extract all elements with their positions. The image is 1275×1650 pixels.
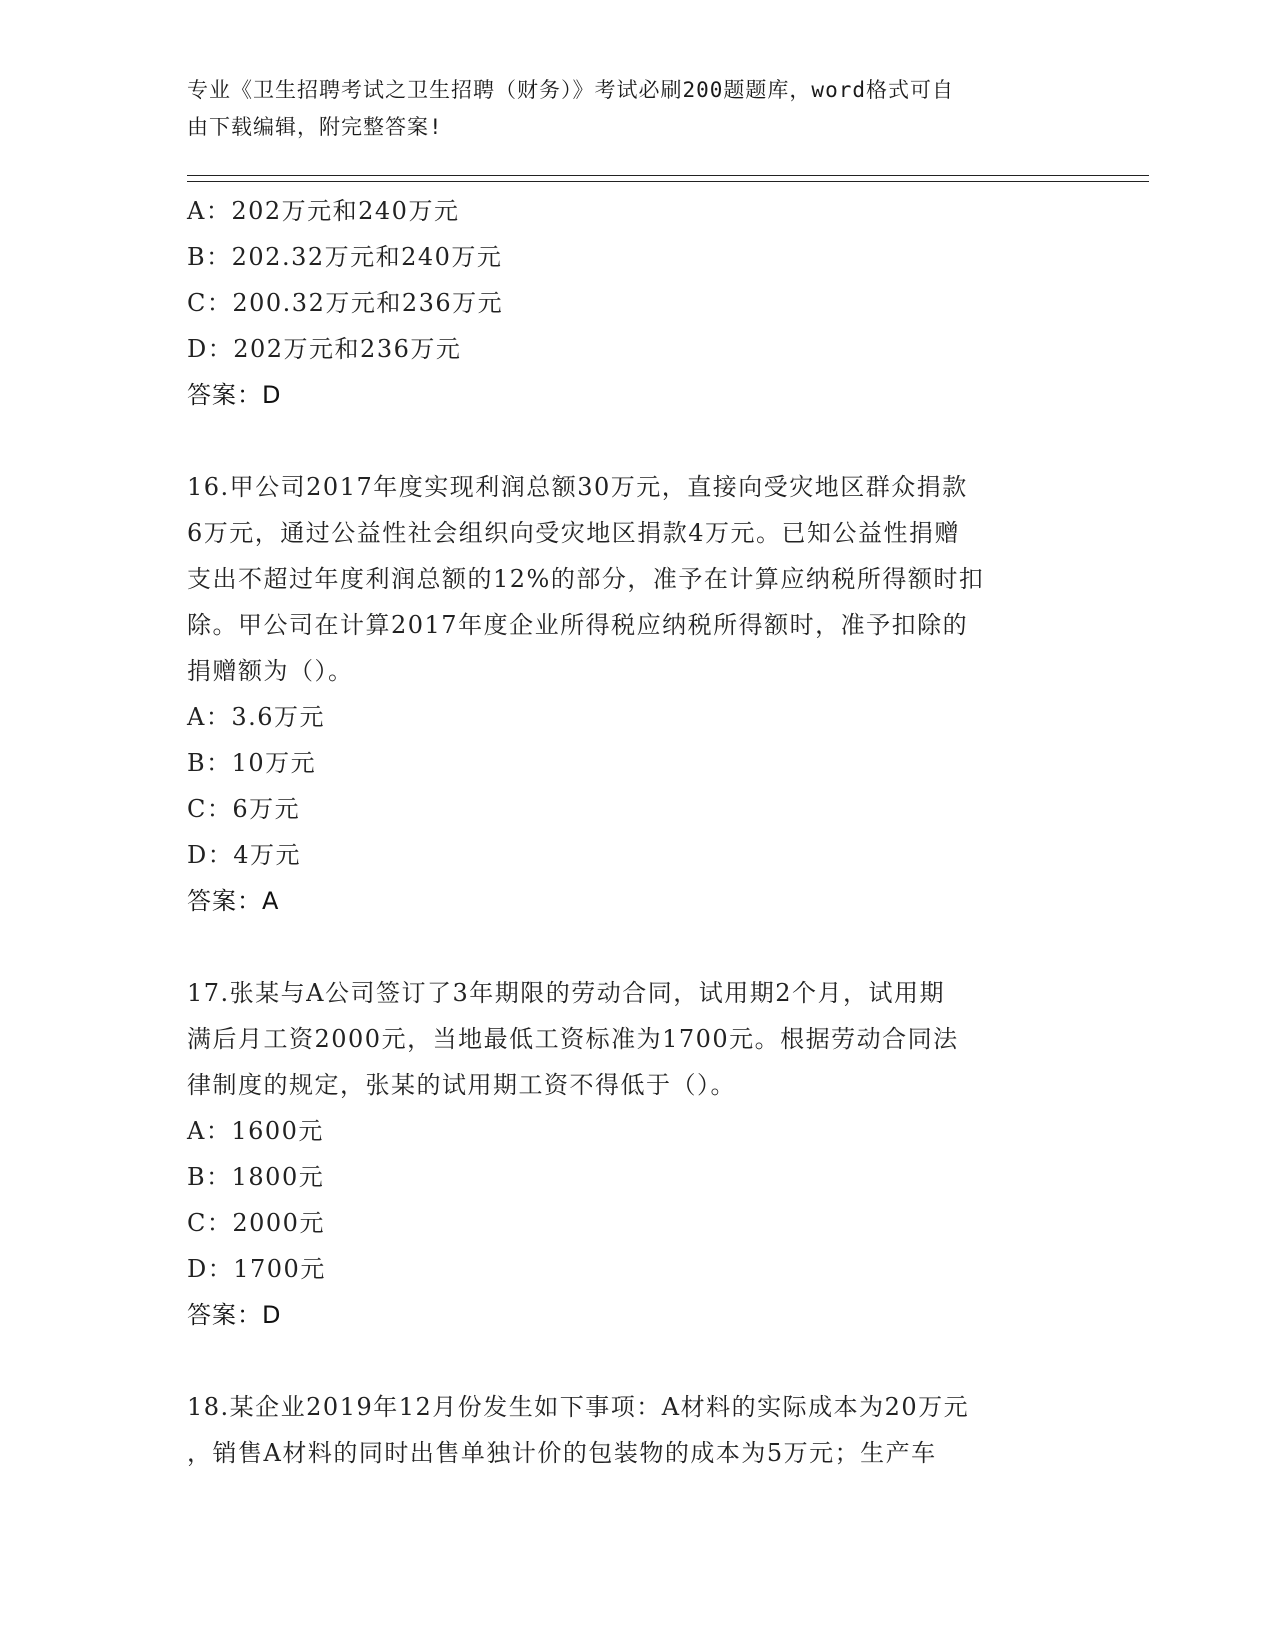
option-c: C：200.32万元和236万元 xyxy=(187,289,504,317)
answer-line: 答案：D xyxy=(187,381,282,409)
option-b: B：202.32万元和240万元 xyxy=(187,243,503,271)
question-stem-line: 16.甲公司2017年度实现利润总额30万元，直接向受灾地区群众捐款 xyxy=(187,473,968,501)
question-stem-line: 6万元，通过公益性社会组织向受灾地区捐款4万元。已知公益性捐赠 xyxy=(187,519,961,547)
question-17-block xyxy=(187,970,1087,1338)
spacer xyxy=(187,924,1087,970)
document-header xyxy=(187,72,1067,146)
header-line-2: 由下载编辑，附完整答案! xyxy=(187,115,443,139)
option-c: C：2000元 xyxy=(187,1209,325,1237)
answer-line: 答案：D xyxy=(187,1301,282,1329)
option-a: A：202万元和240万元 xyxy=(187,197,460,225)
question-stem-line: 捐赠额为（）。 xyxy=(187,657,354,685)
question-stem-line: 律制度的规定，张某的试用期工资不得低于（）。 xyxy=(187,1071,736,1099)
option-a: A：3.6万元 xyxy=(187,703,325,731)
header-line-1: 专业《卫生招聘考试之卫生招聘（财务）》考试必刷200题题库，word格式可自 xyxy=(187,78,954,102)
question-16-block xyxy=(187,464,1087,924)
previous-question-block xyxy=(187,188,1087,418)
spacer xyxy=(187,418,1087,464)
header-divider-top xyxy=(187,175,1149,176)
spacer xyxy=(187,1338,1087,1384)
question-stem-line: 满后月工资2000元，当地最低工资标准为1700元。根据劳动合同法 xyxy=(187,1025,959,1053)
header-divider-bottom xyxy=(187,181,1149,182)
question-stem-line: 除。甲公司在计算2017年度企业所得税应纳税所得额时，准予扣除的 xyxy=(187,611,969,639)
question-stem-line: 18.某企业2019年12月份发生如下事项：A材料的实际成本为20万元 xyxy=(187,1393,970,1421)
answer-line: 答案：A xyxy=(187,887,280,915)
question-stem-line: 支出不超过年度利润总额的12%的部分，准予在计算应纳税所得额时扣 xyxy=(187,565,985,593)
option-d: D：1700元 xyxy=(187,1255,326,1283)
option-d: D：4万元 xyxy=(187,841,302,869)
option-c: C：6万元 xyxy=(187,795,301,823)
option-d: D：202万元和236万元 xyxy=(187,335,462,363)
question-stem-line: ，销售A材料的同时出售单独计价的包装物的成本为5万元；生产车 xyxy=(187,1439,937,1467)
question-content xyxy=(187,188,1087,1476)
question-18-block xyxy=(187,1384,1087,1476)
question-stem-line: 17.张某与A公司签订了3年期限的劳动合同，试用期2个月，试用期 xyxy=(187,979,946,1007)
option-b: B：10万元 xyxy=(187,749,317,777)
option-a: A：1600元 xyxy=(187,1117,324,1145)
option-b: B：1800元 xyxy=(187,1163,325,1191)
